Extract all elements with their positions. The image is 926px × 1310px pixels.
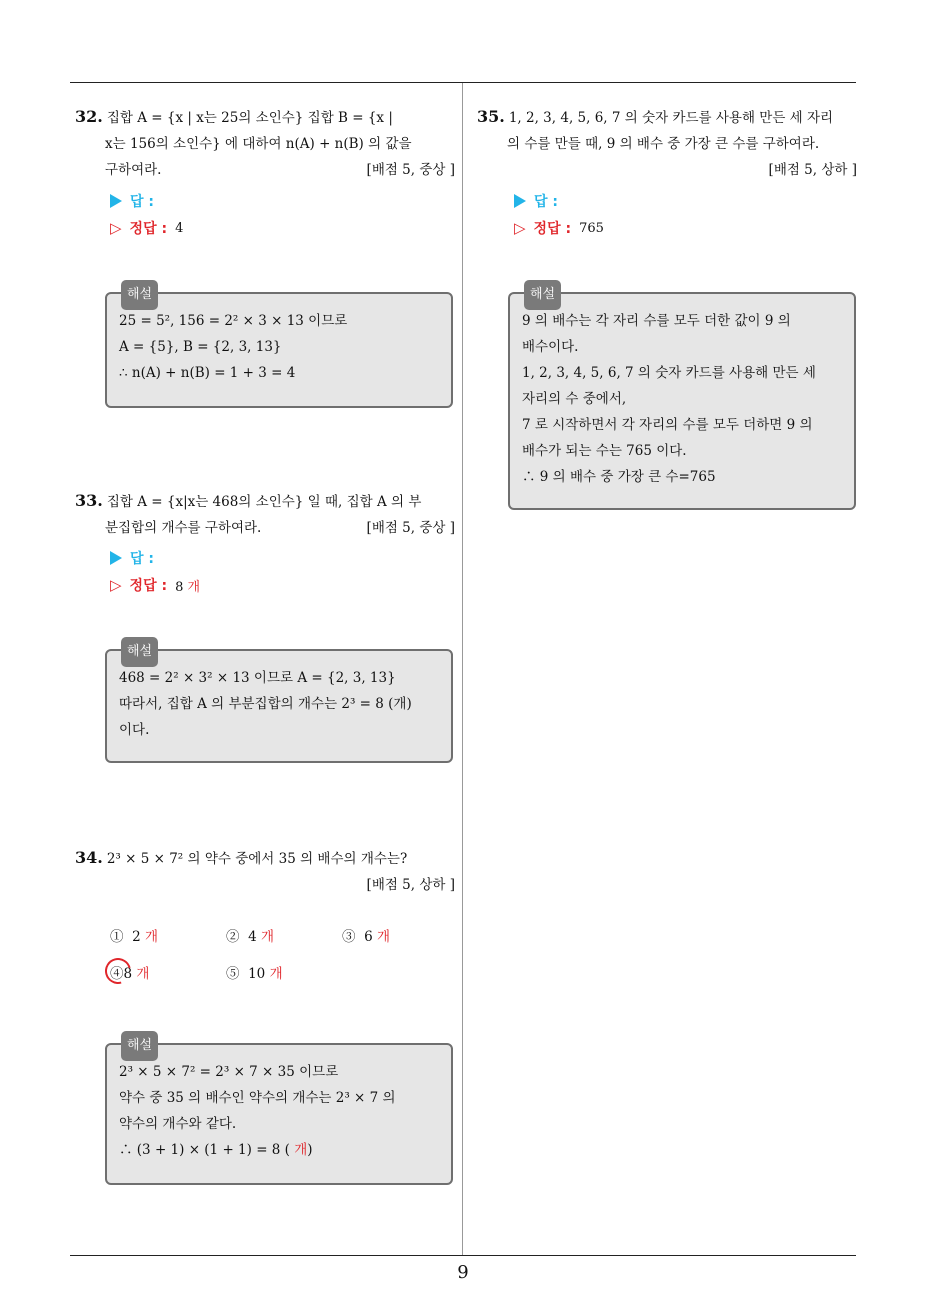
correct-answer-row (110, 575, 200, 595)
problem-33 (75, 488, 455, 541)
answer-arrow-icon (110, 551, 122, 565)
correct-answer-row (110, 218, 183, 238)
correct-value: 8 개 (175, 579, 201, 595)
solution-line: 468 = 2² × 3² × 13 이므로 A = {2, 3, 13} (119, 670, 396, 686)
question-text: 1, 2, 3, 4, 5, 6, 7 의 숫자 카드를 사용해 만든 세 자리 (508, 110, 834, 126)
choices (110, 925, 450, 985)
solution-line: 1, 2, 3, 4, 5, 6, 7 의 숫자 카드를 사용해 만든 세 (522, 365, 816, 381)
score-meta: [배점 5, 상하 ] (768, 162, 857, 178)
solution-box (105, 1038, 453, 1185)
answer-arrow-icon (514, 194, 526, 208)
solution-tag: 해설 (121, 637, 158, 667)
solution-box (508, 287, 856, 510)
correct-arrow-icon: ▷ (110, 219, 122, 237)
problem-number: 32. (75, 107, 103, 126)
problem-34 (75, 845, 455, 898)
solution-tag: 해설 (524, 280, 561, 310)
correct-value: 765 (579, 220, 604, 236)
question-text: 집합 A = {x | x는 25의 소인수} 집합 B = {x | (106, 110, 393, 126)
page-number: 9 (457, 1262, 469, 1283)
correct-arrow-icon: ▷ (110, 576, 122, 594)
solution-line: 이다. (119, 722, 150, 738)
solution-tag: 해설 (121, 280, 158, 310)
solution-line: ∴ (3 + 1) × (1 + 1) = 8 ( 개) (119, 1142, 313, 1158)
correct-answer-row (514, 218, 604, 238)
answer-arrow-icon (110, 194, 122, 208)
score-meta: [배점 5, 상하 ] (366, 877, 455, 893)
solution-box (105, 644, 453, 763)
problem-number: 33. (75, 491, 103, 510)
question-text: 분집합의 개수를 구하여라. (105, 520, 262, 536)
choice-4-selected[interactable]: ④8 개 (110, 962, 149, 982)
question-text: x는 156의 소인수} 에 대하여 n(A) + n(B) 의 값을 (105, 136, 412, 152)
choice-1[interactable]: ① 2 개 (110, 929, 159, 945)
selected-circle-icon (100, 953, 136, 989)
answer-row (110, 548, 154, 568)
solution-line: ∴ n(A) + n(B) = 1 + 3 = 4 (119, 365, 296, 381)
solution-line: 약수 중 35 의 배수인 약수의 개수는 2³ × 7 의 (119, 1090, 396, 1106)
problem-number: 35. (477, 107, 505, 126)
solution-line: 25 = 5², 156 = 2² × 3 × 13 이므로 (119, 313, 348, 329)
unit-text: 개 (187, 579, 201, 595)
top-rule (70, 82, 856, 83)
correct-value: 4 (175, 220, 184, 236)
score-meta: [배점 5, 중상 ] (366, 520, 455, 536)
solution-line: 9 의 배수는 각 자리 수를 모두 더한 값이 9 의 (522, 313, 791, 329)
problem-35 (477, 104, 857, 183)
answer-label: 답 : (130, 194, 154, 210)
score-meta: [배점 5, 중상 ] (366, 162, 455, 178)
solution-line: 2³ × 5 × 7² = 2³ × 7 × 35 이므로 (119, 1064, 339, 1080)
question-text: 집합 A = {x|x는 468의 소인수} 일 때, 집합 A 의 부 (106, 494, 422, 510)
column-divider (462, 83, 463, 1255)
answer-label: 답 : (534, 194, 558, 210)
correct-label: 정답 : (129, 221, 168, 237)
solution-line: A = {5}, B = {2, 3, 13} (119, 339, 282, 355)
correct-arrow-icon: ▷ (514, 219, 526, 237)
solution-line: 약수의 개수와 같다. (119, 1116, 237, 1132)
solution-tag: 해설 (121, 1031, 158, 1061)
solution-line: 따라서, 집합 A 의 부분집합의 개수는 2³ = 8 (개) (119, 696, 412, 712)
answer-row (110, 191, 154, 211)
solution-line: ∴ 9 의 배수 중 가장 큰 수=765 (522, 469, 716, 485)
question-text: 구하여라. (105, 162, 162, 178)
solution-line: 배수이다. (522, 339, 579, 355)
solution-box (105, 287, 453, 408)
choice-2[interactable]: ② 4 개 (226, 929, 275, 945)
answer-label: 답 : (130, 551, 154, 567)
choice-5[interactable]: ⑤ 10 개 (226, 966, 283, 982)
answer-row (514, 191, 558, 211)
solution-line: 배수가 되는 수는 765 이다. (522, 443, 687, 459)
question-text: 의 수를 만들 때, 9 의 배수 중 가장 큰 수를 구하여라. (507, 136, 820, 152)
correct-label: 정답 : (129, 578, 168, 594)
problem-number: 34. (75, 848, 103, 867)
bottom-rule (70, 1255, 856, 1256)
problem-32 (75, 104, 455, 183)
solution-line: 7 로 시작하면서 각 자리의 수를 모두 더하면 9 의 (522, 417, 813, 433)
correct-label: 정답 : (533, 221, 572, 237)
solution-line: 자리의 수 중에서, (522, 391, 627, 407)
question-text: 2³ × 5 × 7² 의 약수 중에서 35 의 배수의 개수는? (106, 851, 408, 867)
choice-3[interactable]: ③ 6 개 (342, 929, 391, 945)
